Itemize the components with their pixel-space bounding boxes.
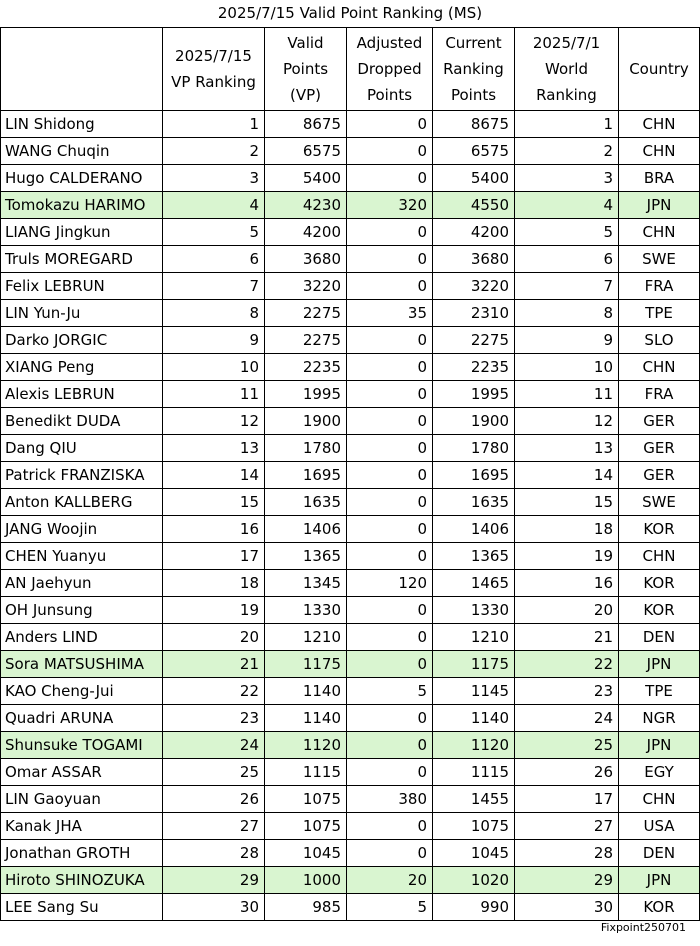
- vp-ranking-cell: 23: [163, 705, 265, 732]
- valid-points-cell: 1900: [265, 408, 347, 435]
- valid-points-cell: 1330: [265, 597, 347, 624]
- current-ranking-points-cell: 1455: [433, 786, 515, 813]
- world-ranking-cell: 5: [515, 219, 619, 246]
- header-line: Current: [445, 34, 502, 52]
- current-ranking-points-cell: 3680: [433, 246, 515, 273]
- adjusted-dropped-points-cell: 0: [347, 408, 433, 435]
- valid-points-cell: 1175: [265, 651, 347, 678]
- adjusted-dropped-points-cell: 0: [347, 624, 433, 651]
- valid-points-cell: 8675: [265, 111, 347, 138]
- header-row: [1, 28, 700, 111]
- current-ranking-points-cell: 1020: [433, 867, 515, 894]
- ranking-table: [0, 27, 700, 921]
- table-row: [1, 408, 700, 435]
- valid-points-cell: 1365: [265, 543, 347, 570]
- header-line: 2025/7/1: [532, 34, 601, 52]
- adjusted-dropped-points-cell: 380: [347, 786, 433, 813]
- current-ranking-points-cell: 1120: [433, 732, 515, 759]
- valid-points-cell: 1045: [265, 840, 347, 867]
- table-row: [1, 138, 700, 165]
- header-line: VP Ranking: [171, 73, 256, 91]
- world-ranking-cell: 23: [515, 678, 619, 705]
- header-line: Country: [629, 60, 689, 78]
- table-row: [1, 624, 700, 651]
- player-name-cell: Patrick FRANZISKA: [1, 462, 163, 489]
- table-row: [1, 354, 700, 381]
- country-cell: KOR: [619, 597, 700, 624]
- valid-points-cell: 1140: [265, 705, 347, 732]
- adjusted-dropped-points-cell: 0: [347, 813, 433, 840]
- vp-ranking-cell: 9: [163, 327, 265, 354]
- player-name-cell: Felix LEBRUN: [1, 273, 163, 300]
- adjusted-dropped-points-cell: 320: [347, 192, 433, 219]
- valid-points-cell: 1075: [265, 813, 347, 840]
- world-ranking-cell: 1: [515, 111, 619, 138]
- player-name-cell: LEE Sang Su: [1, 894, 163, 921]
- player-name-cell: LIN Yun-Ju: [1, 300, 163, 327]
- header-line: Ranking: [536, 86, 597, 104]
- country-cell: GER: [619, 408, 700, 435]
- header-line: (VP): [289, 86, 321, 104]
- adjusted-dropped-points-cell: 0: [347, 165, 433, 192]
- country-cell: FRA: [619, 381, 700, 408]
- world-ranking-cell: 6: [515, 246, 619, 273]
- adjusted-dropped-points-cell: 0: [347, 111, 433, 138]
- player-name-cell: Dang QIU: [1, 435, 163, 462]
- current-ranking-points-cell: 990: [433, 894, 515, 921]
- valid-points-cell: 1406: [265, 516, 347, 543]
- vp-ranking-cell: 25: [163, 759, 265, 786]
- country-cell: TPE: [619, 678, 700, 705]
- vp-ranking-cell: 28: [163, 840, 265, 867]
- world-ranking-cell: 30: [515, 894, 619, 921]
- world-ranking-cell: 12: [515, 408, 619, 435]
- vp-ranking-cell: 22: [163, 678, 265, 705]
- player-name-cell: Sora MATSUSHIMA: [1, 651, 163, 678]
- country-cell: CHN: [619, 786, 700, 813]
- header-line: 2025/7/15: [175, 47, 252, 65]
- header-line: World: [545, 60, 588, 78]
- vp-ranking-cell: 24: [163, 732, 265, 759]
- current-ranking-points-cell: 1045: [433, 840, 515, 867]
- header-line: Adjusted: [356, 34, 423, 52]
- world-ranking-cell: 22: [515, 651, 619, 678]
- table-row: [1, 813, 700, 840]
- world-ranking-cell: 3: [515, 165, 619, 192]
- country-cell: CHN: [619, 138, 700, 165]
- valid-points-cell: 5400: [265, 165, 347, 192]
- valid-points-cell: 1780: [265, 435, 347, 462]
- header-world-ranking: [515, 28, 619, 111]
- vp-ranking-cell: 21: [163, 651, 265, 678]
- current-ranking-points-cell: 1365: [433, 543, 515, 570]
- country-cell: CHN: [619, 543, 700, 570]
- table-row: [1, 894, 700, 921]
- adjusted-dropped-points-cell: 0: [347, 489, 433, 516]
- current-ranking-points-cell: 6575: [433, 138, 515, 165]
- table-row: [1, 165, 700, 192]
- player-name-cell: LIN Shidong: [1, 111, 163, 138]
- player-name-cell: Hugo CALDERANO: [1, 165, 163, 192]
- world-ranking-cell: 14: [515, 462, 619, 489]
- vp-ranking-cell: 8: [163, 300, 265, 327]
- table-row: [1, 111, 700, 138]
- valid-points-cell: 1140: [265, 678, 347, 705]
- vp-ranking-cell: 4: [163, 192, 265, 219]
- player-name-cell: Shunsuke TOGAMI: [1, 732, 163, 759]
- world-ranking-cell: 4: [515, 192, 619, 219]
- header-line: Points: [366, 86, 413, 104]
- table-row: [1, 219, 700, 246]
- player-name-cell: WANG Chuqin: [1, 138, 163, 165]
- world-ranking-cell: 15: [515, 489, 619, 516]
- player-name-cell: Quadri ARUNA: [1, 705, 163, 732]
- player-name-cell: Alexis LEBRUN: [1, 381, 163, 408]
- valid-points-cell: 2275: [265, 300, 347, 327]
- player-name-cell: Anton KALLBERG: [1, 489, 163, 516]
- world-ranking-cell: 2: [515, 138, 619, 165]
- valid-points-cell: 1120: [265, 732, 347, 759]
- vp-ranking-cell: 27: [163, 813, 265, 840]
- player-name-cell: Darko JORGIC: [1, 327, 163, 354]
- world-ranking-cell: 19: [515, 543, 619, 570]
- player-name-cell: Anders LIND: [1, 624, 163, 651]
- valid-points-cell: 3680: [265, 246, 347, 273]
- valid-points-cell: 1210: [265, 624, 347, 651]
- world-ranking-cell: 18: [515, 516, 619, 543]
- adjusted-dropped-points-cell: 5: [347, 894, 433, 921]
- player-name-cell: Kanak JHA: [1, 813, 163, 840]
- header-line: Points: [282, 60, 329, 78]
- current-ranking-points-cell: 8675: [433, 111, 515, 138]
- adjusted-dropped-points-cell: 0: [347, 840, 433, 867]
- current-ranking-points-cell: 1210: [433, 624, 515, 651]
- vp-ranking-cell: 12: [163, 408, 265, 435]
- player-name-cell: LIN Gaoyuan: [1, 786, 163, 813]
- vp-ranking-cell: 20: [163, 624, 265, 651]
- country-cell: JPN: [619, 732, 700, 759]
- country-cell: GER: [619, 462, 700, 489]
- current-ranking-points-cell: 1465: [433, 570, 515, 597]
- valid-points-cell: 1115: [265, 759, 347, 786]
- current-ranking-points-cell: 3220: [433, 273, 515, 300]
- current-ranking-points-cell: 4200: [433, 219, 515, 246]
- adjusted-dropped-points-cell: 0: [347, 246, 433, 273]
- adjusted-dropped-points-cell: 0: [347, 597, 433, 624]
- adjusted-dropped-points-cell: 35: [347, 300, 433, 327]
- vp-ranking-cell: 3: [163, 165, 265, 192]
- country-cell: CHN: [619, 111, 700, 138]
- table-row: [1, 867, 700, 894]
- adjusted-dropped-points-cell: 5: [347, 678, 433, 705]
- header-adjusted-dropped-points: [347, 28, 433, 111]
- player-name-cell: XIANG Peng: [1, 354, 163, 381]
- player-name-cell: Jonathan GROTH: [1, 840, 163, 867]
- country-cell: KOR: [619, 516, 700, 543]
- player-name-cell: JANG Woojin: [1, 516, 163, 543]
- table-row: [1, 759, 700, 786]
- adjusted-dropped-points-cell: 0: [347, 516, 433, 543]
- player-name-cell: LIANG Jingkun: [1, 219, 163, 246]
- world-ranking-cell: 10: [515, 354, 619, 381]
- world-ranking-cell: 13: [515, 435, 619, 462]
- current-ranking-points-cell: 1330: [433, 597, 515, 624]
- country-cell: TPE: [619, 300, 700, 327]
- player-name-cell: Omar ASSAR: [1, 759, 163, 786]
- country-cell: BRA: [619, 165, 700, 192]
- country-cell: FRA: [619, 273, 700, 300]
- adjusted-dropped-points-cell: 0: [347, 327, 433, 354]
- page-title: 2025/7/15 Valid Point Ranking (MS): [217, 4, 483, 22]
- table-row: [1, 246, 700, 273]
- adjusted-dropped-points-cell: 0: [347, 273, 433, 300]
- valid-points-cell: 1000: [265, 867, 347, 894]
- header-current-ranking-points: [433, 28, 515, 111]
- current-ranking-points-cell: 1695: [433, 462, 515, 489]
- adjusted-dropped-points-cell: 0: [347, 138, 433, 165]
- adjusted-dropped-points-cell: 20: [347, 867, 433, 894]
- world-ranking-cell: 26: [515, 759, 619, 786]
- table-row: [1, 678, 700, 705]
- world-ranking-cell: 16: [515, 570, 619, 597]
- country-cell: NGR: [619, 705, 700, 732]
- valid-points-cell: 1345: [265, 570, 347, 597]
- world-ranking-cell: 29: [515, 867, 619, 894]
- vp-ranking-cell: 15: [163, 489, 265, 516]
- table-row: [1, 300, 700, 327]
- header-line: Points: [450, 86, 497, 104]
- footer-note: Fixpoint250701: [600, 921, 686, 934]
- header-country: [619, 28, 700, 111]
- player-name-cell: Truls MOREGARD: [1, 246, 163, 273]
- adjusted-dropped-points-cell: 0: [347, 219, 433, 246]
- current-ranking-points-cell: 1900: [433, 408, 515, 435]
- header-line: Dropped: [357, 60, 422, 78]
- current-ranking-points-cell: 2235: [433, 354, 515, 381]
- vp-ranking-cell: 16: [163, 516, 265, 543]
- table-row: [1, 462, 700, 489]
- country-cell: KOR: [619, 894, 700, 921]
- country-cell: JPN: [619, 192, 700, 219]
- adjusted-dropped-points-cell: 0: [347, 354, 433, 381]
- valid-points-cell: 1075: [265, 786, 347, 813]
- country-cell: SWE: [619, 489, 700, 516]
- player-name-cell: KAO Cheng-Jui: [1, 678, 163, 705]
- country-cell: JPN: [619, 651, 700, 678]
- valid-points-cell: 1695: [265, 462, 347, 489]
- current-ranking-points-cell: 1406: [433, 516, 515, 543]
- country-cell: DEN: [619, 624, 700, 651]
- country-cell: CHN: [619, 354, 700, 381]
- current-ranking-points-cell: 5400: [433, 165, 515, 192]
- country-cell: DEN: [619, 840, 700, 867]
- player-name-cell: CHEN Yuanyu: [1, 543, 163, 570]
- valid-points-cell: 4230: [265, 192, 347, 219]
- vp-ranking-cell: 7: [163, 273, 265, 300]
- header-player: [1, 28, 163, 111]
- world-ranking-cell: 17: [515, 786, 619, 813]
- current-ranking-points-cell: 1175: [433, 651, 515, 678]
- valid-points-cell: 985: [265, 894, 347, 921]
- current-ranking-points-cell: 1115: [433, 759, 515, 786]
- vp-ranking-cell: 30: [163, 894, 265, 921]
- world-ranking-cell: 28: [515, 840, 619, 867]
- table-row: [1, 381, 700, 408]
- player-name-cell: Benedikt DUDA: [1, 408, 163, 435]
- world-ranking-cell: 27: [515, 813, 619, 840]
- table-row: [1, 705, 700, 732]
- player-name-cell: Hiroto SHINOZUKA: [1, 867, 163, 894]
- table-row: [1, 732, 700, 759]
- current-ranking-points-cell: 1635: [433, 489, 515, 516]
- country-cell: GER: [619, 435, 700, 462]
- vp-ranking-cell: 10: [163, 354, 265, 381]
- header-line: Valid: [287, 34, 324, 52]
- adjusted-dropped-points-cell: 0: [347, 381, 433, 408]
- table-row: [1, 651, 700, 678]
- adjusted-dropped-points-cell: 0: [347, 435, 433, 462]
- adjusted-dropped-points-cell: 0: [347, 462, 433, 489]
- valid-points-cell: 1995: [265, 381, 347, 408]
- country-cell: KOR: [619, 570, 700, 597]
- vp-ranking-cell: 19: [163, 597, 265, 624]
- world-ranking-cell: 24: [515, 705, 619, 732]
- vp-ranking-cell: 1: [163, 111, 265, 138]
- vp-ranking-cell: 14: [163, 462, 265, 489]
- vp-ranking-cell: 13: [163, 435, 265, 462]
- table-row: [1, 597, 700, 624]
- table-row: [1, 543, 700, 570]
- adjusted-dropped-points-cell: 0: [347, 543, 433, 570]
- world-ranking-cell: 20: [515, 597, 619, 624]
- valid-points-cell: 1635: [265, 489, 347, 516]
- table-row: [1, 327, 700, 354]
- world-ranking-cell: 9: [515, 327, 619, 354]
- country-cell: SWE: [619, 246, 700, 273]
- player-name-cell: AN Jaehyun: [1, 570, 163, 597]
- table-row: [1, 192, 700, 219]
- world-ranking-cell: 7: [515, 273, 619, 300]
- vp-ranking-cell: 11: [163, 381, 265, 408]
- table-row: [1, 435, 700, 462]
- adjusted-dropped-points-cell: 0: [347, 651, 433, 678]
- player-name-cell: Tomokazu HARIMO: [1, 192, 163, 219]
- valid-points-cell: 4200: [265, 219, 347, 246]
- valid-points-cell: 3220: [265, 273, 347, 300]
- country-cell: CHN: [619, 219, 700, 246]
- header-line: Ranking: [443, 60, 504, 78]
- header-valid-points: [265, 28, 347, 111]
- valid-points-cell: 2235: [265, 354, 347, 381]
- adjusted-dropped-points-cell: 120: [347, 570, 433, 597]
- vp-ranking-cell: 17: [163, 543, 265, 570]
- valid-points-cell: 2275: [265, 327, 347, 354]
- header-vp-ranking: [163, 28, 265, 111]
- vp-ranking-cell: 29: [163, 867, 265, 894]
- vp-ranking-cell: 5: [163, 219, 265, 246]
- table-row: [1, 570, 700, 597]
- vp-ranking-cell: 6: [163, 246, 265, 273]
- country-cell: USA: [619, 813, 700, 840]
- world-ranking-cell: 8: [515, 300, 619, 327]
- adjusted-dropped-points-cell: 0: [347, 732, 433, 759]
- table-row: [1, 786, 700, 813]
- valid-points-cell: 6575: [265, 138, 347, 165]
- current-ranking-points-cell: 1145: [433, 678, 515, 705]
- table-row: [1, 489, 700, 516]
- world-ranking-cell: 11: [515, 381, 619, 408]
- current-ranking-points-cell: 4550: [433, 192, 515, 219]
- table-row: [1, 273, 700, 300]
- vp-ranking-cell: 18: [163, 570, 265, 597]
- vp-ranking-cell: 2: [163, 138, 265, 165]
- country-cell: JPN: [619, 867, 700, 894]
- world-ranking-cell: 21: [515, 624, 619, 651]
- table-row: [1, 516, 700, 543]
- world-ranking-cell: 25: [515, 732, 619, 759]
- player-name-cell: OH Junsung: [1, 597, 163, 624]
- current-ranking-points-cell: 1780: [433, 435, 515, 462]
- table-row: [1, 840, 700, 867]
- current-ranking-points-cell: 2310: [433, 300, 515, 327]
- country-cell: EGY: [619, 759, 700, 786]
- country-cell: SLO: [619, 327, 700, 354]
- vp-ranking-cell: 26: [163, 786, 265, 813]
- adjusted-dropped-points-cell: 0: [347, 705, 433, 732]
- current-ranking-points-cell: 2275: [433, 327, 515, 354]
- current-ranking-points-cell: 1075: [433, 813, 515, 840]
- current-ranking-points-cell: 1140: [433, 705, 515, 732]
- adjusted-dropped-points-cell: 0: [347, 759, 433, 786]
- current-ranking-points-cell: 1995: [433, 381, 515, 408]
